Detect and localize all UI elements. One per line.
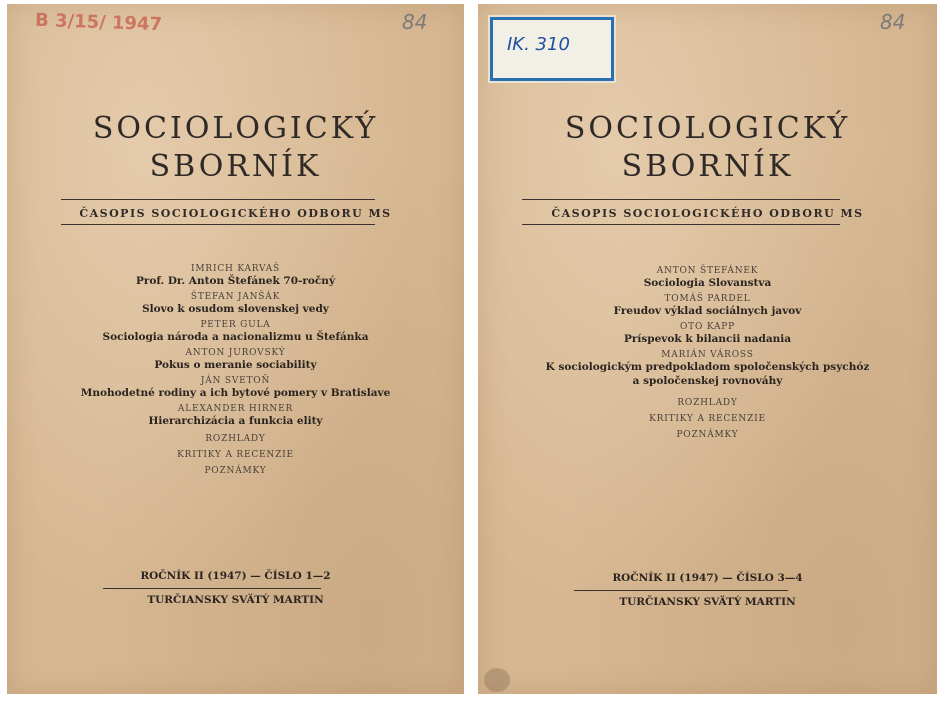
left-cover	[7, 4, 464, 694]
toc-article-title: K sociologickým predpokladom spoločenských psychóz	[545, 361, 870, 373]
toc-section: POZNÁMKY	[676, 430, 739, 440]
toc-section: ROZHLADY	[205, 434, 266, 444]
stain-mark	[484, 668, 510, 692]
toc-section: POZNÁMKY	[204, 466, 267, 476]
toc-author: OTO KAPP	[680, 322, 735, 332]
toc-author: JÁN SVETOŇ	[200, 376, 271, 386]
journal-title-line1: SOCIOLOGICKÝ	[92, 111, 379, 146]
issue-info: ROČNÍK II (1947) — ČÍSLO 3—4	[612, 572, 803, 584]
footer-rule	[103, 588, 321, 589]
toc-author: ANTON ŠTEFÁNEK	[656, 266, 759, 276]
toc-author: TOMÁŠ PARDEL	[664, 294, 751, 304]
publication-place: TURČIANSKY SVÄTÝ MARTIN	[147, 594, 324, 606]
journal-title-line1: SOCIOLOGICKÝ	[564, 111, 851, 146]
toc-article-title: Prof. Dr. Anton Štefánek 70-ročný	[135, 275, 336, 287]
toc-author: MARIÁN VÁROSS	[661, 350, 754, 360]
toc-article-title: Príspevok k bilancii nadania	[623, 333, 792, 345]
toc-author: ALEXANDER HIRNER	[177, 404, 294, 414]
title-rule-bottom	[522, 224, 840, 225]
journal-title-line2: SBORNÍK	[149, 149, 322, 184]
toc-section: KRITIKY A RECENZIE	[649, 414, 766, 424]
pencil-number: 84	[402, 10, 428, 34]
library-label	[490, 17, 614, 81]
toc-article-title: Freudov výklad sociálnych javov	[613, 305, 802, 317]
journal-title-line2: SBORNÍK	[621, 149, 794, 184]
issue-info: ROČNÍK II (1947) — ČÍSLO 1—2	[140, 570, 331, 582]
table-of-contents	[478, 262, 937, 440]
pencil-number: 84	[880, 10, 906, 34]
library-stamp: B 3/15/ 1947	[34, 9, 163, 36]
toc-section: KRITIKY A RECENZIE	[177, 450, 294, 460]
journal-subtitle: ČASOPIS SOCIOLOGICKÉHO ODBORU MS	[551, 207, 864, 220]
toc-article-title: Slovo k osudom slovenskej vedy	[142, 303, 329, 315]
toc-article-title: Sociologia Slovanstva	[643, 277, 772, 289]
toc-author: ANTON JUROVSKÝ	[185, 348, 286, 358]
table-of-contents	[7, 260, 464, 476]
toc-article-title: Hierarchizácia a funkcia elity	[148, 415, 323, 427]
toc-article-title: Sociologia národa a nacionalizmu u Štefánka	[102, 331, 369, 343]
toc-article-title: Mnohodetné rodiny a ich bytové pomery v Bratislave	[80, 387, 391, 399]
publication-place: TURČIANSKY SVÄTÝ MARTIN	[619, 596, 796, 608]
title-rule-top	[522, 199, 840, 200]
toc-section: ROZHLADY	[677, 398, 738, 408]
journal-subtitle: ČASOPIS SOCIOLOGICKÉHO ODBORU MS	[79, 207, 392, 220]
toc-author: IMRICH KARVAŠ	[191, 264, 280, 274]
footer-rule	[574, 590, 788, 591]
toc-author: PETER GULA	[200, 320, 271, 330]
title-rule-top	[61, 199, 375, 200]
toc-author: ŠTEFAN JANŠÁK	[190, 292, 281, 302]
toc-article-title: Pokus o meranie sociability	[154, 359, 317, 371]
title-rule-bottom	[61, 224, 375, 225]
library-label-text: IK. 310	[507, 34, 570, 55]
toc-article-title-cont: a spoločenskej rovnováhy	[632, 375, 783, 387]
right-cover	[478, 4, 937, 694]
